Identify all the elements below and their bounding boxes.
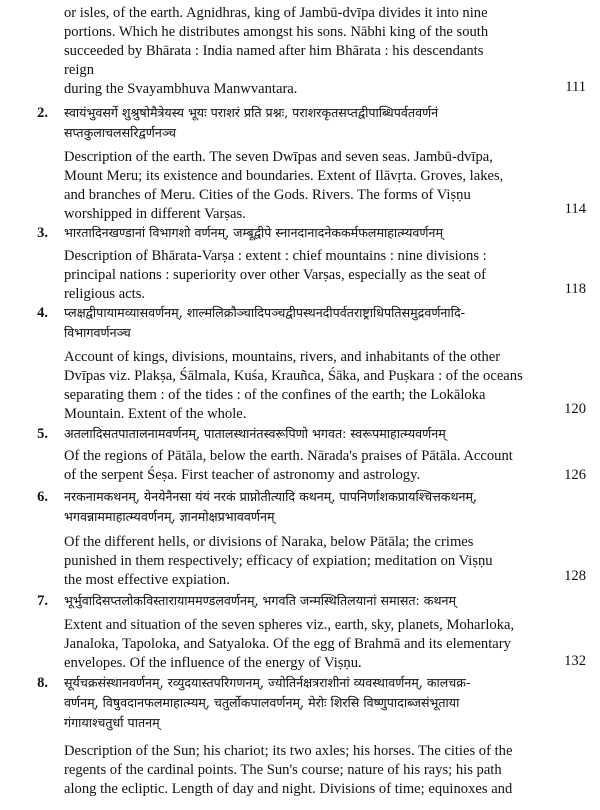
page-number: 114 bbox=[564, 201, 586, 217]
entry-number: 6. bbox=[37, 489, 48, 505]
page-number: 128 bbox=[564, 568, 586, 584]
sanskrit-line: वर्णनम्, विषुवदानफलमाहात्म्यम्, चतुर्लोकपालवर्णनम्, मेरोः शिरसि विष्णुपादाब्जसंभूताया bbox=[64, 695, 460, 710]
entry-number: 2. bbox=[37, 105, 48, 121]
text-line: religious acts. bbox=[64, 286, 146, 303]
page-number: 120 bbox=[564, 401, 586, 417]
sanskrit-line: विभागवर्णनञ्च bbox=[64, 325, 131, 340]
sanskrit-line: गंगायाश्चतुर्धा पातनम् bbox=[64, 715, 160, 730]
text-line: during the Svayambhuva Manwvantara. bbox=[64, 81, 298, 97]
text-line: or isles, of the earth. Agnidhras, king of Jambū-dvīpa divides it into nine bbox=[64, 5, 488, 21]
entry-description bbox=[64, 447, 513, 485]
text-line: reign bbox=[64, 62, 94, 78]
text-line: worshipped in different Varṣas. bbox=[64, 206, 246, 223]
text-line: along the ecliptic. Length of day and night. Divisions of time; equinoxes and bbox=[64, 781, 513, 798]
sanskrit-line: भूर्भुवादिसप्तलोकविस्तारायाममण्डलवर्णनम्, भगवति जन्मस्थितिलयानां समासत: कथनम् bbox=[64, 593, 457, 608]
entry-number: 3. bbox=[37, 225, 48, 241]
text-line: Dvīpas viz. Plakṣa, Śālmala, Kuśa, Krauñca, Śāka, and Puṣkara : of the oceans bbox=[64, 368, 523, 385]
text-line: Description of the Sun; his chariot; its two axles; his horses. The cities of the bbox=[64, 743, 513, 759]
entry-description bbox=[64, 148, 504, 224]
entry-description bbox=[64, 616, 515, 673]
page-number: 126 bbox=[564, 467, 586, 483]
text-line: and branches of Meru. Cities of the Gods. Rivers. The forms of Viṣṇu bbox=[64, 187, 471, 204]
entry-number: 5. bbox=[37, 426, 48, 442]
sanskrit-line: अतलादिसतपातालनामवर्णनम्, पातालस्थानंतस्वरूपिणो भगवत: स्वरूपमाहात्म्यवर्णनम् bbox=[64, 426, 446, 441]
entry-number: 4. bbox=[37, 305, 48, 321]
text-line: Description of Bhārata-Varṣa : extent : chief mountains : nine divisions : bbox=[64, 248, 487, 264]
entry-description bbox=[64, 533, 496, 590]
entry-description bbox=[64, 348, 523, 424]
entry-description bbox=[64, 247, 496, 304]
sanskrit-line: भारतादिनखण्डानां विभागशो वर्णनम्, जम्बूद्वीपे स्नानदानादनेककर्मफलमाहात्म्यवर्णनम् bbox=[64, 225, 444, 240]
sanskrit-line: सूर्यचक्रसंस्थानवर्णनम्, रव्युदयास्तपरिगणनम्, ज्योतिर्नक्षत्रराशीनां व्यवस्थावर्णनम्, कालचक्र- bbox=[64, 675, 471, 690]
text-line: Of the regions of Pātāla, below the earth. Nārada's praises of Pātāla. Account bbox=[64, 448, 513, 464]
text-line: portions. Which he distributes amongst his sons. Nābhi king of the south bbox=[64, 24, 489, 40]
text-line: Mount Meru; its existence and boundaries. Extent of Ilāvṛta. Groves, lakes, bbox=[64, 168, 504, 185]
page-number: 118 bbox=[564, 281, 586, 297]
text-line: envelopes. Of the influence of the energy of Viṣṇu. bbox=[64, 655, 362, 672]
text-line: Description of the earth. The seven Dwīpas and seven seas. Jambū-dvīpa, bbox=[64, 149, 493, 165]
text-line: regents of the cardinal points. The Sun's course; nature of his rays; his path bbox=[64, 762, 502, 779]
entry-number: 8. bbox=[37, 675, 48, 691]
sanskrit-line: प्लक्षद्वीपायामव्यासवर्णनम्, शाल्मलिक्रौञ्चादिपञ्चद्वीपस्थनदीपर्वतराष्ट्राधिपतिसमुद्रवर्णनादि- bbox=[64, 305, 466, 320]
text-line: Of the different hells, or divisions of Naraka, below Pātāla; the crimes bbox=[64, 534, 474, 550]
text-line: succeeded by Bhārata : India named after him Bhārata : his descendants bbox=[64, 43, 484, 59]
entry-number: 7. bbox=[37, 593, 48, 609]
text-line: Mountain. Extent of the whole. bbox=[64, 406, 247, 423]
sanskrit-line: नरकनामकथनम्, येनयेनैनसा यंयं नरकं प्राप्नोतीत्यादि कथनम्, पापनिर्णाशकप्रायश्चित्तकथनम्, bbox=[64, 489, 478, 504]
text-line: punished in them respectively; efficacy of expiation; meditation on Viṣṇu bbox=[64, 553, 493, 570]
intro-paragraph bbox=[64, 4, 504, 99]
page-number: 111 bbox=[565, 79, 586, 95]
sanskrit-line: सप्तकुलाचलसरिद्वर्णनञ्च bbox=[64, 125, 176, 140]
text-line: of the serpent Śeṣa. First teacher of astronomy and astrology. bbox=[64, 467, 421, 484]
text-line: Account of kings, divisions, mountains, rivers, and inhabitants of the other bbox=[64, 349, 501, 365]
text-line: principal nations : superiority over other Varṣas, especially as the seat of bbox=[64, 267, 487, 284]
sanskrit-line: स्वायंभुवसर्गे शुश्रुषोमैत्रेयस्य भूयः पराशरं प्रति प्रश्नः, पराशरकृतसप्तद्वीपाब्धिपर्वतवर्णनं bbox=[64, 105, 439, 120]
entry-description bbox=[64, 742, 513, 799]
sanskrit-line: भगवन्नाममाहात्म्यवर्णनम्, ज्ञानमोक्षप्रभाववर्णनम् bbox=[64, 509, 275, 524]
text-line: Extent and situation of the seven spheres viz., earth, sky, planets, Moharloka, bbox=[64, 617, 515, 633]
page-number: 132 bbox=[564, 653, 586, 669]
text-line: Janaloka, Tapoloka, and Satyaloka. Of the egg of Brahmā and its elementary bbox=[64, 636, 511, 653]
text-line: the most effective expiation. bbox=[64, 572, 230, 589]
text-line: separating them : of the tides : of the confines of the earth; the Lokāloka bbox=[64, 387, 486, 404]
